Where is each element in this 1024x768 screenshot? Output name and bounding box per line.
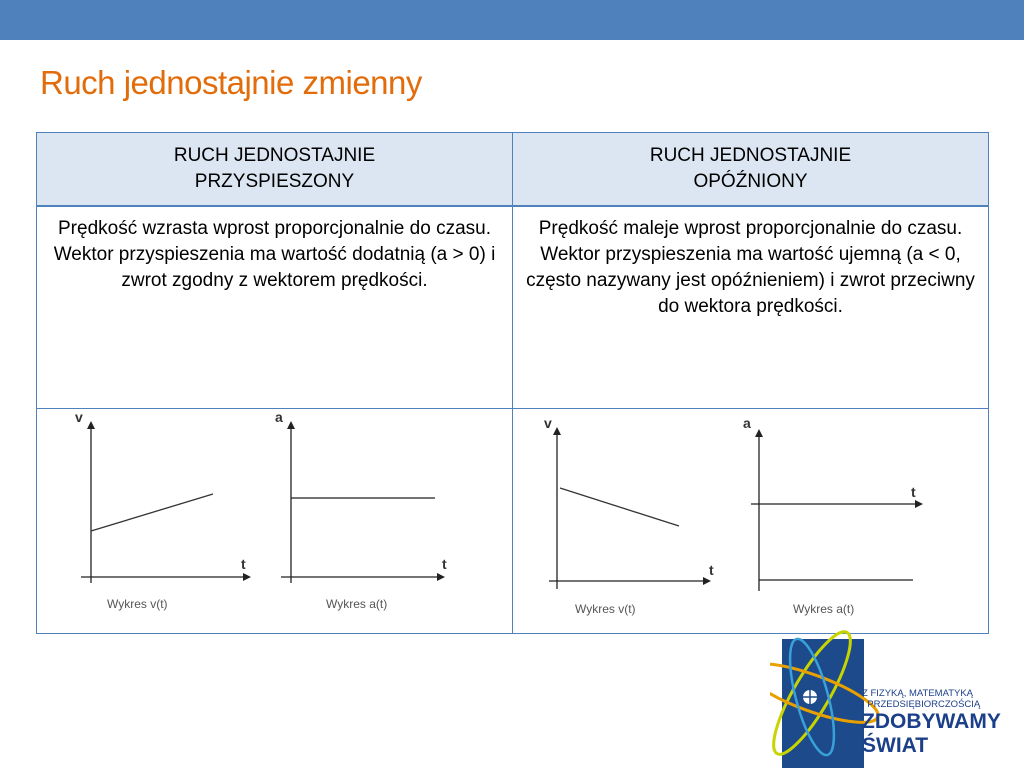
v-axis-label: v — [75, 409, 83, 425]
description-accelerated: Prędkość wzrasta wprost proporcjonalnie do czasu. Wektor przyspieszenia ma wartość dodatnią (a > 0) i zwrot zgodny z wektorem prędkości. — [53, 218, 496, 291]
top-bar — [0, 0, 1024, 40]
header-decelerated — [513, 133, 989, 207]
header-decelerated-label: RUCH JEDNOSTAJNIE OPÓŹNIONY — [649, 145, 852, 192]
description-decelerated-cell — [513, 206, 989, 409]
t-axis-label: t — [442, 556, 447, 572]
header-accelerated — [37, 133, 513, 207]
a-axis-label: a — [275, 409, 283, 425]
description-decelerated: Prędkość maleje wprost proporcjonalnie do czasu. Wektor przyspieszenia ma wartość ujemną (a < 0, często nazywany jest opóźnieniem) i zwrot przeciwny do wektora prędkości. — [526, 218, 975, 317]
logo-line-3: ZDOBYWAMY — [862, 710, 1001, 733]
logo-text — [862, 688, 1001, 758]
logo-line-1: Z FIZYKĄ, MATEMATYKĄ — [862, 688, 974, 699]
slide-title: Ruch jednostajnie zmienny — [40, 64, 422, 101]
a-graph-caption: Wykres a(t) — [326, 597, 388, 611]
header-accelerated-label: RUCH JEDNOSTAJNIE PRZYSPIESZONY — [173, 145, 376, 192]
t-axis-label: t — [241, 556, 246, 572]
graphs-accelerated — [37, 409, 537, 633]
t-axis-label: t — [709, 562, 714, 578]
velocity-line-increasing — [91, 494, 213, 531]
logo-line-2: I PRZEDSIĘBIORCZOŚCIĄ — [862, 699, 981, 710]
graphs-decelerated-cell — [513, 409, 989, 634]
velocity-line-decreasing — [560, 488, 679, 526]
graphs-accelerated-cell — [37, 409, 513, 634]
v-graph-caption: Wykres v(t) — [107, 597, 168, 611]
t-axis-label: t — [911, 484, 916, 500]
v-graph-caption: Wykres v(t) — [575, 602, 636, 616]
table-header-row — [37, 133, 989, 207]
description-accelerated-cell — [37, 206, 513, 409]
comparison-table — [36, 132, 989, 634]
a-graph-caption: Wykres a(t) — [793, 602, 855, 616]
a-axis-label: a — [743, 415, 751, 431]
graph-row — [37, 409, 989, 634]
graphs-decelerated — [513, 409, 965, 633]
logo-line-4: ŚWIAT — [862, 734, 929, 757]
logo-blue-block — [782, 639, 864, 768]
description-row — [37, 206, 989, 409]
v-axis-label: v — [544, 415, 552, 431]
